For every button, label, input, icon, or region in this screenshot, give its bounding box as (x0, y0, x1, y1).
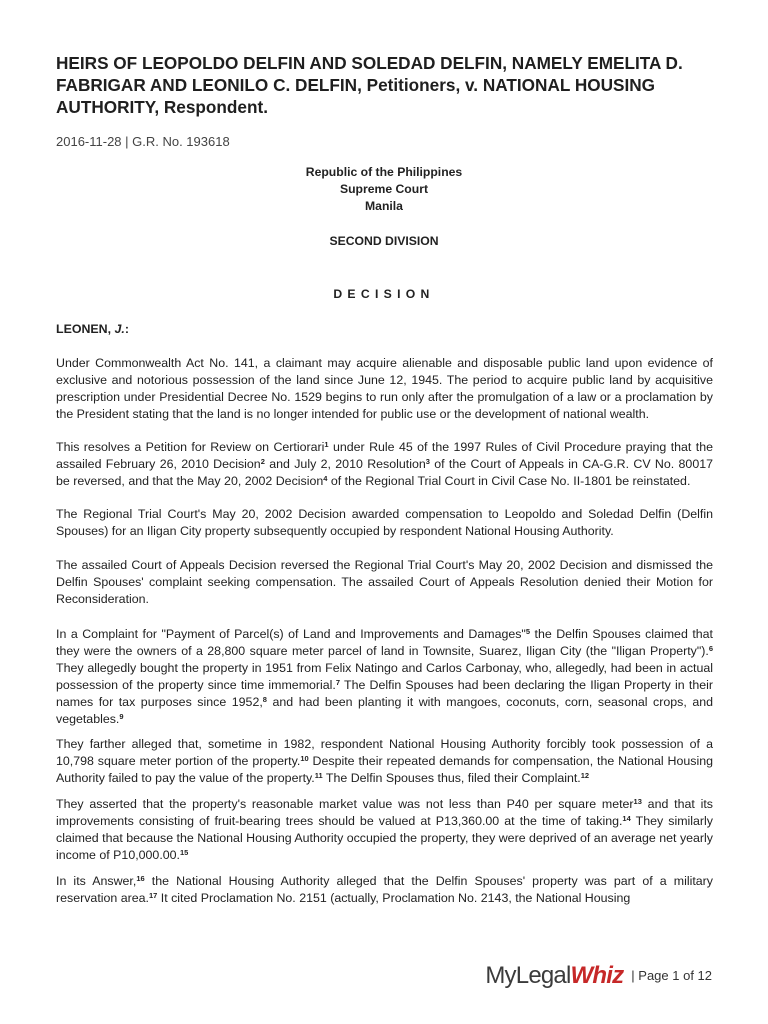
footnote-ref[interactable]: 14 (622, 814, 631, 823)
court-header (0, 164, 768, 215)
paragraph-1: Under Commonwealth Act No. 141, a claimant may acquire alienable and disposable public land upon evidence of exclusive and notorious possession of the land since June 12, 1945. The period to acquire public land by acquisitive prescription under Presidential Decree No. 1529 begins to run only after the promulgation of a law or a proclamation by the President stating that the land is no longer intended for public use or the development of national wealth. (56, 356, 713, 421)
footnote-ref[interactable]: 11 (314, 771, 323, 780)
case-title: HEIRS OF LEOPOLDO DELFIN AND SOLEDAD DELFIN, NAMELY EMELITA D. FABRIGAR AND LEONILO C. DELFIN, Petitioners, v. NATIONAL HOUSING AUTHORITY, Respondent. (56, 53, 683, 117)
court-line-manila: Manila (365, 199, 403, 213)
court-line-republic: Republic of the Philippines (305, 165, 463, 179)
footnote-ref[interactable]: 5 (525, 627, 531, 636)
footnote-ref[interactable]: 15 (180, 848, 189, 857)
footnote-ref[interactable]: 6 (708, 644, 713, 653)
paragraph-5: In a Complaint for "Payment of Parcel(s) of Land and Improvements and Damages"$^5$ the Delfin Spouses claimed that they were the owners of a 28,800 square meter parcel of land in Townsite, Suarez, Iligan City (the "Iligan Property").$^6$ They allegedly bought the property in 1951 from Felix Natingo and Carlos Carbonay, who, allegedly, had been in actual possession of the property since time immemorial.$^7$ The Delfin Spouses had been declaring the Iligan Property in their names for tax purposes since 1952,$^8$ and had been planting it with mangoes, coconuts, corn, seasonal crops, and vegetables.$^9$ (56, 627, 714, 726)
paragraph-6: They farther alleged that, sometime in 1982, respondent National Housing Authority forcibly took possession of a 10,798 square meter portion of the property.$^{10}$ Despite their repeated demands for compensation, the National Housing Authority failed to pay the value of the property.$^{11}$ The Delfin Spouses thus, filed their Complaint.$^{12}$ (56, 737, 713, 785)
footnote-ref[interactable]: 3 (425, 457, 430, 466)
decision-body (56, 355, 713, 907)
ponente-name: LEONEN, (56, 322, 112, 336)
footnote-ref[interactable]: 1 (324, 440, 329, 449)
ponente (56, 322, 129, 336)
page-footer (485, 962, 712, 990)
case-meta: 2016-11-28 | G.R. No. 193618 (56, 134, 230, 149)
paragraph-2: This resolves a Petition for Review on Certiorari$^1$ under Rule 45 of the 1997 Rules of Civil Procedure praying that the assailed February 26, 2010 Decision$^2$ and July 2, 2010 Resolution$^3$ of the Court of Appeals in CA-G.R. CV No. 80017 be reversed, and that the May 20, 2002 Decision$^4$ of the Regional Trial Court in Civil Case No. II-1801 be reinstated. (56, 440, 713, 488)
decision-heading: DECISION (333, 287, 435, 301)
court-line-supreme-court: Supreme Court (339, 182, 429, 196)
footnote-ref[interactable]: 16 (136, 874, 145, 883)
ponente-suffix: J. (114, 322, 125, 336)
paragraph-7: They asserted that the property's reasonable market value was not less than P40 per square meter$^{13}$ and that its improvements consisting of fruit-bearing trees should be valued at P13,360.00 at the time of taking.$^{14}$ They similarly claimed that because the National Housing Authority occupied the property, they were deprived of an average net yearly income of P10,000.00.15 (56, 797, 713, 862)
footnote-ref[interactable]: 2 (260, 457, 265, 466)
footnote-ref[interactable]: 4 (323, 474, 328, 483)
footnote-ref[interactable]: 13 (633, 797, 642, 806)
paragraph-8: In its Answer,$^{16}$ the National Housing Authority alleged that the Delfin Spouses' property was part of a military reservation area.$^{17}$ It cited Proclamation No. 2151 (actually, Proclamation No. 2143, the National Housing (56, 874, 713, 905)
division-heading: SECOND DIVISION (329, 234, 439, 248)
footnote-ref[interactable]: 10 (300, 754, 309, 763)
footnote-ref[interactable]: 9 (119, 712, 124, 721)
mylegalwhiz-logo[interactable]: MyLegalWhiz (485, 962, 624, 989)
footnote-ref[interactable]: 7 (335, 678, 341, 687)
page-number: | Page 1 of 12 (631, 968, 712, 983)
ponente-colon: : (124, 322, 130, 336)
footnote-ref[interactable]: 17 (148, 891, 158, 900)
paragraph-3: The Regional Trial Court's May 20, 2002 Decision awarded compensation to Leopoldo and Soledad Delfin (Delfin Spouses) for an Iligan City property subsequently occupied by respondent National Housing Authority. (56, 507, 713, 538)
footnote-ref[interactable]: 8 (262, 695, 267, 704)
footnote-ref[interactable]: 12 (580, 771, 590, 780)
paragraph-4: The assailed Court of Appeals Decision reversed the Regional Trial Court's May 20, 2002 Decision and dismissed the Delfin Spouses' complaint seeking compensation. The assailed Court of Appeals Resolution denied their Motion for Reconsideration. (56, 558, 713, 606)
